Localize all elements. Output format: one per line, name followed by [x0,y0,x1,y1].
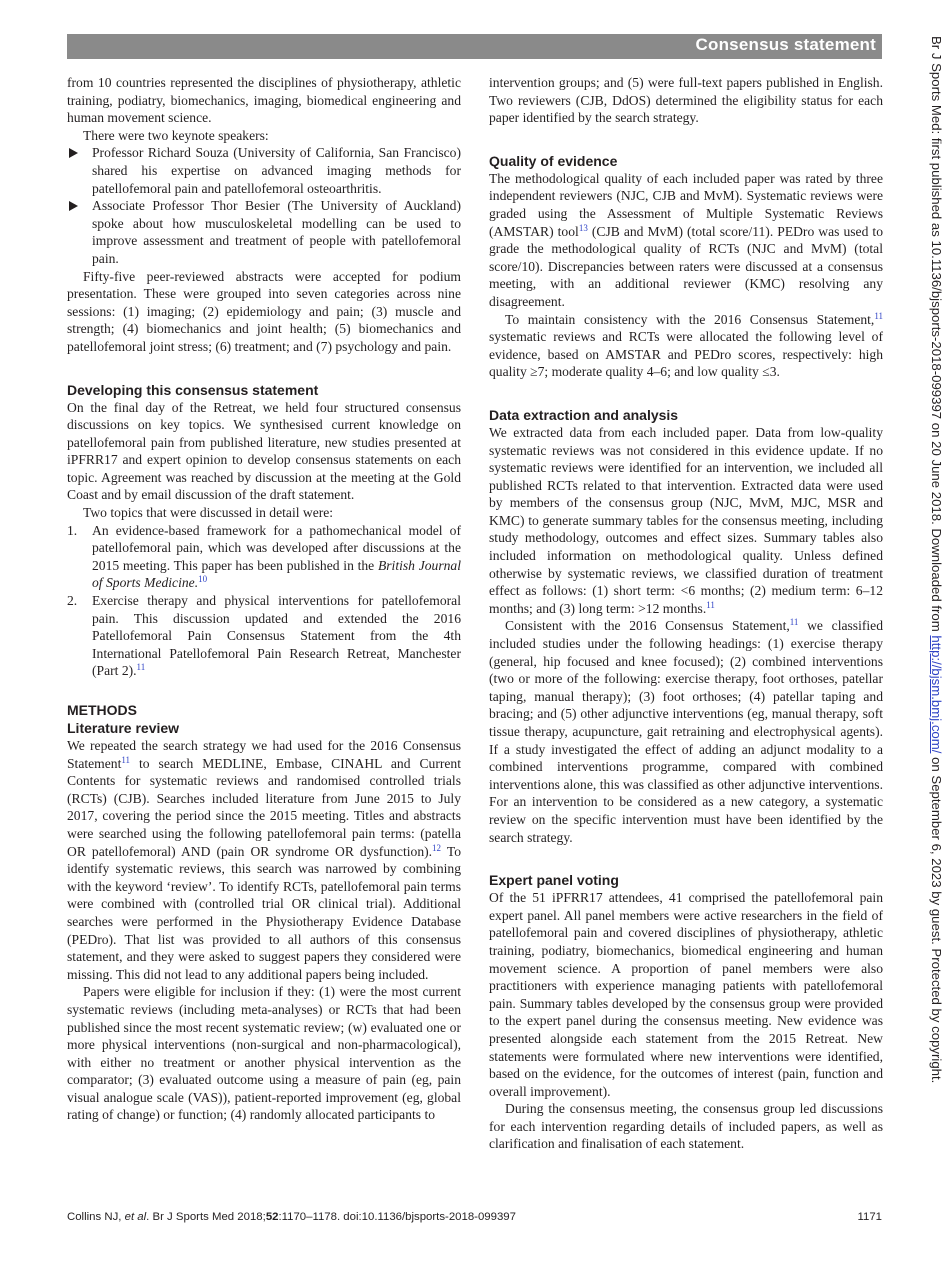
page-number: 1171 [857,1211,882,1223]
topic-text: Exercise therapy and physical interventions for patellofemoral pain. This discussion updated and extended the 2016 Patellofemoral Pain Consensus Statement from the 4th International Patellofemoral Pain Research Retreat, Manchester (Part 2). [92,593,461,679]
topic-list [67,522,461,680]
text-run: We repeated the search strategy we had used for the 2016 Consensus Statement [67,738,461,771]
topic-text: An evidence-based framework for a pathomechanical model of patellofemoral pain, which was developed after discussions at the 2015 meeting. This paper has been published in the [92,522,461,573]
side-note-text: Br J Sports Med: first published as 10.1136/bjsports-2018-099397 on 20 June 2018. Downloaded from [929,36,944,636]
paragraph-quality [489,170,883,311]
paragraph-eligibility: Papers were eligible for inclusion if they: (1) were the most current systematic reviews (including meta-analyses) or RCTs that had been published since the most recent systematic review; (w) evaluated one or more physical interventions (non-surgical and non-pharmacological), with either no treatment or another physical intervention as the comparator; (3) evaluated outcome using a measure of pain (eg, pain visual analogue scale (VAS)), patient-reported improvement (eg, global rating of change) or function; (4) randomly allocated participants to [67,984,461,1123]
heading-literature-review: Literature review [67,720,180,736]
text-run: we classified included studies under the following headings: (1) exercise therapy (general, hip focused and knee focused); (2) combined interventions (two or more of the following: exercise therapy, foot orthoses, patellar taping, manual therapy); (3) foot orthoses; (4) patellar taping and bracing; and (5) other adjunctive interventions (eg, manual therapy, soft tissue therapy, acupuncture, gait retraining and electrophysical agents). If a study investigated the effect of adding an adjunct modality to a combined interventions programme, compared with combined interventions alone, this was classified as other adjunctive interventions. For an intervention to be considered as a new category, a systematic review on the specific intervention must have been identified by the search strategy. [489,618,883,845]
citation-ref[interactable]: 11 [706,599,715,610]
list-number: 1. [67,522,78,538]
keynote-speaker-list [67,144,461,267]
copyright-side-note [929,36,944,1083]
topic-item-2 [67,592,461,680]
topic-item-1 [67,522,461,592]
paragraph-voting: Of the 51 iPFRR17 attendees, 41 comprised the patellofemoral pain expert panel. All panel members were active researchers in the field of patellofemoral pain and covered disciplines of physiotherapy, athletic training, podiatry, biomechanics, biomedical engineering and human movement science. A proportion of panel members were also practitioners with experience managing patients with patellofemoral pain. Summary tables developed by the consensus group were provided to the expert panel during the consensus meeting. New evidence was presented alongside each statement from the 2015 Retreat. New statements were formulated where new interventions were identified, based on the evidence, for the outcomes of interest (pain, function and overall improvement). [489,890,883,1099]
left-column [67,74,461,1124]
paragraph-countries: from 10 countries represented the disciplines of physiotherapy, athletic training, podiatry, biomechanics, imaging, biomedical engineering and human movement science. [67,75,461,126]
heading-developing: Developing this consensus statement [67,381,319,398]
paragraph-headings [489,617,883,846]
footer-doi: :1170–1178. doi:10.1136/bjsports-2018-099397 [278,1211,516,1223]
paragraph-extraction [489,424,883,618]
running-header-bar [67,34,882,59]
text-run: Consistent with the 2016 Consensus Statement, [505,618,790,634]
citation-ref[interactable]: 12 [432,842,442,853]
citation-ref[interactable]: 11 [789,617,799,628]
footer-etal: et al [124,1211,147,1223]
footer-journal: . Br J Sports Med [146,1211,238,1223]
journal-name: British Journal of Sports Medicine. [92,557,461,591]
right-column [489,74,883,1153]
paragraph-continued: intervention groups; and (5) were full-text papers published in English. Two reviewers (CJB, DdOS) determined the eligibility status for each paper identified by the search strategy. [489,75,883,126]
text-run: to search MEDLINE, Embase, CINAHL and Current Contents for systematic reviews and randomised controlled trials (RCTs) (CJB). Searches included literature from June 2015 to July 2017, covering the period since the 2015 meeting. Titles and abstracts were searched using the following patellofemoral pain terms: (patella OR patellofemoral) AND (pain OR syndrome OR dysfunction). [67,755,461,859]
page-footer [67,1211,882,1223]
paragraph-consistency [489,311,883,381]
paragraph-abstracts: Fifty-five peer-reviewed abstracts were accepted for podium presentation. These were grouped into seven categories across nine sessions: (1) imaging; (2) epidemiology and pain; (3) muscle and strength; (4) biomechanics and joint health; (5) biomechanics and patellofemoral joint stress; (6) treatment; and (7) psychology and pain. [67,268,461,354]
speaker-item: Associate Professor Thor Besier (The University of Auckland) spoke about how musculoskeletal modelling can be used to improve assessment and treatment of people with patellofemoral pain. [67,197,461,267]
paragraph-final-day: On the final day of the Retreat, we held four structured consensus discussions on key topics. We synthesised current knowledge on patellofemoral pain from published literature, new studies presented at iPFRR17 and expert opinion to develop consensus statements on each topic. Agreement was reached by discussion at the meeting at the Gold Coast and by email discussion of the draft statement. [67,399,461,503]
text-run: (CJB and MvM) (total score/11). PEDro was used to grade the methodological quality of RCTs (NJC and MvM) (total score/10). Discrepancies between raters were discussed at a consensus meeting, with an additional reviewer (KMC) resolving any disagreement. [489,223,883,309]
list-number: 2. [67,593,78,609]
paragraph-two-topics: Two topics that were discussed in detail were: [83,505,334,521]
footer-authors: Collins NJ, [67,1211,125,1223]
paragraph-during: During the consensus meeting, the consensus group led discussions for each intervention regarding details of included papers, as well as clarification and finalisation of each statement. [489,1101,883,1152]
running-header-title: Consensus statement [695,35,876,54]
heading-methods: METHODS [67,702,137,718]
citation-ref[interactable]: 11 [136,662,146,673]
paragraph-search [67,737,461,983]
text-run: To identify systematic reviews, this search was narrowed by combining with the keyword ‘review’. To identify RCTs, patellofemoral pain terms were combined with (controlled trial OR clinical trial). Additional searches were performed in the Physiotherapy Evidence Database (PEDro). That list was provided to all authors of this consensus statement, and they were asked to suggest papers they considered were missing. This did not lead to any additional papers being included. [67,843,461,982]
citation-ref[interactable]: 11 [874,310,883,321]
citation-ref[interactable]: 11 [121,754,131,765]
text-run: systematic reviews and RCTs were allocated the following level of evidence, based on AMSTAR and PEDro scores, respectively: high quality ≥7; moderate quality 4–6; and low quality ≤3. [489,329,883,380]
citation-ref[interactable]: 10 [198,574,208,585]
footer-citation [67,1211,516,1223]
speaker-item: Professor Richard Souza (University of California, San Francisco) shared his expertise on advanced imaging methods for patellofemoral pain and patellofemoral osteoarthritis. [67,144,461,197]
side-note-text: on September 6, 2023 by guest. Protected by copyright. [929,753,944,1084]
paragraph-keynote: There were two keynote speakers: [83,127,269,143]
footer-volume: 52 [265,1211,279,1223]
heading-voting: Expert panel voting [489,872,619,889]
text-run: The methodological quality of each included paper was rated by three independent reviewers (NJC, CJB and MvM). Systematic reviews were graded using the Assessment of Multiple Systematic Reviews (AMSTAR) tool [489,170,883,239]
text-run: We extracted data from each included paper. Data from low-quality systematic reviews was not considered in this evidence update. If no systematic reviews were identified for an intervention, we included all published RCTs related to that intervention. Extracted data were used by members of the consensus group (NJC, MvM, MJC, MSR and KMC) to generate summary tables for the consensus meeting, including study methodology, outcomes and effect sizes. Summary tables also included information on methodological quality. Unless defined otherwise by systematic reviews, we classified duration of treatment effect as follows: (1) short term: <6 months; (2) medium term: 6–12 months; and (3) long term: >12 months. [489,424,883,616]
heading-extraction: Data extraction and analysis [489,406,679,423]
footer-year: 2018; [237,1211,266,1223]
citation-ref[interactable]: 13 [578,222,588,233]
text-run: To maintain consistency with the 2016 Consensus Statement, [505,311,875,327]
heading-quality: Quality of evidence [489,152,618,169]
side-note-link[interactable]: http://bjsm.bmj.com/ [929,635,944,754]
